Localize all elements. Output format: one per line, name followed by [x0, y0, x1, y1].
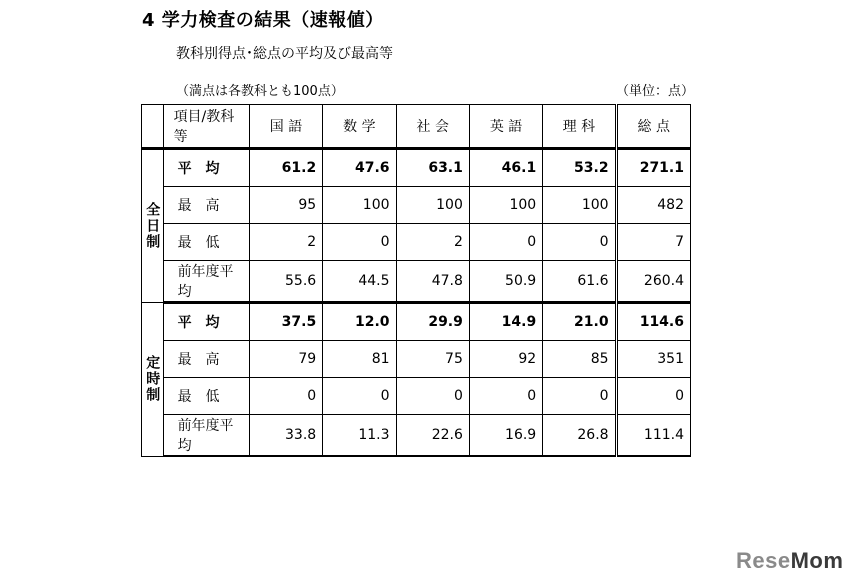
- value-cell: 100: [469, 187, 542, 224]
- table-row: [142, 224, 691, 261]
- value-cell: 0: [616, 378, 690, 415]
- value-cell: 92: [469, 341, 542, 378]
- value-cell: 26.8: [543, 415, 616, 457]
- value-cell: 111.4: [616, 415, 690, 457]
- value-cell: 29.9: [396, 303, 469, 341]
- header-row: [142, 105, 691, 149]
- value-cell: 7: [616, 224, 690, 261]
- value-cell: 81: [323, 341, 396, 378]
- value-cell: 100: [323, 187, 396, 224]
- value-cell: 0: [469, 378, 542, 415]
- value-cell: 482: [616, 187, 690, 224]
- corner-cell: [142, 105, 164, 149]
- value-cell: 46.1: [469, 149, 542, 187]
- value-cell: 22.6: [396, 415, 469, 457]
- value-cell: 0: [543, 378, 616, 415]
- value-cell: 61.6: [543, 261, 616, 303]
- value-cell: 61.2: [249, 149, 322, 187]
- section-title: 4 学力検査の結果（速報値）: [142, 10, 384, 31]
- group-label: 全日制: [142, 149, 164, 303]
- row-label: 前年度平均: [163, 261, 249, 303]
- column-header: 項目/教科等: [163, 105, 249, 149]
- logo-text-re: Rese: [736, 548, 791, 573]
- value-cell: 47.8: [396, 261, 469, 303]
- table-row: [142, 341, 691, 378]
- group-label: 定時制: [142, 303, 164, 457]
- table-row: [142, 378, 691, 415]
- column-header: 国 語: [249, 105, 322, 149]
- value-cell: 100: [396, 187, 469, 224]
- table-row: [142, 261, 691, 303]
- value-cell: 351: [616, 341, 690, 378]
- value-cell: 271.1: [616, 149, 690, 187]
- value-cell: 85: [543, 341, 616, 378]
- value-cell: 0: [249, 378, 322, 415]
- column-header: 理 科: [543, 105, 616, 149]
- row-label: 平均: [163, 149, 249, 187]
- column-header: 英 語: [469, 105, 542, 149]
- value-cell: 53.2: [543, 149, 616, 187]
- value-cell: 2: [396, 224, 469, 261]
- value-cell: 16.9: [469, 415, 542, 457]
- value-cell: 63.1: [396, 149, 469, 187]
- row-label: 前年度平均: [163, 415, 249, 457]
- value-cell: 0: [396, 378, 469, 415]
- value-cell: 37.5: [249, 303, 322, 341]
- resemom-logo: [736, 548, 843, 574]
- value-cell: 21.0: [543, 303, 616, 341]
- row-label: 最高: [163, 187, 249, 224]
- value-cell: 75: [396, 341, 469, 378]
- value-cell: 114.6: [616, 303, 690, 341]
- row-label: 最高: [163, 341, 249, 378]
- results-table: [141, 104, 691, 457]
- value-cell: 79: [249, 341, 322, 378]
- table-row: [142, 187, 691, 224]
- column-header: 総 点: [616, 105, 690, 149]
- table-row: [142, 149, 691, 187]
- column-header: 数 学: [323, 105, 396, 149]
- value-cell: 100: [543, 187, 616, 224]
- value-cell: 0: [323, 378, 396, 415]
- value-cell: 47.6: [323, 149, 396, 187]
- value-cell: 55.6: [249, 261, 322, 303]
- value-cell: 2: [249, 224, 322, 261]
- value-cell: 95: [249, 187, 322, 224]
- value-cell: 0: [469, 224, 542, 261]
- value-cell: 12.0: [323, 303, 396, 341]
- value-cell: 14.9: [469, 303, 542, 341]
- unit-label: （単位：点）: [616, 84, 695, 99]
- row-label: 平均: [163, 303, 249, 341]
- table-row: [142, 303, 691, 341]
- logo-text-mom: Mom: [790, 548, 844, 573]
- table-row: [142, 415, 691, 457]
- value-cell: 0: [543, 224, 616, 261]
- value-cell: 33.8: [249, 415, 322, 457]
- value-cell: 0: [323, 224, 396, 261]
- column-header: 社 会: [396, 105, 469, 149]
- value-cell: 44.5: [323, 261, 396, 303]
- row-label: 最低: [163, 224, 249, 261]
- table-caption: 教科別得点･総点の平均及び最高等: [176, 46, 393, 62]
- value-cell: 260.4: [616, 261, 690, 303]
- row-label: 最低: [163, 378, 249, 415]
- value-cell: 50.9: [469, 261, 542, 303]
- value-cell: 11.3: [323, 415, 396, 457]
- full-score-note: （満点は各教科とも100点）: [176, 84, 344, 99]
